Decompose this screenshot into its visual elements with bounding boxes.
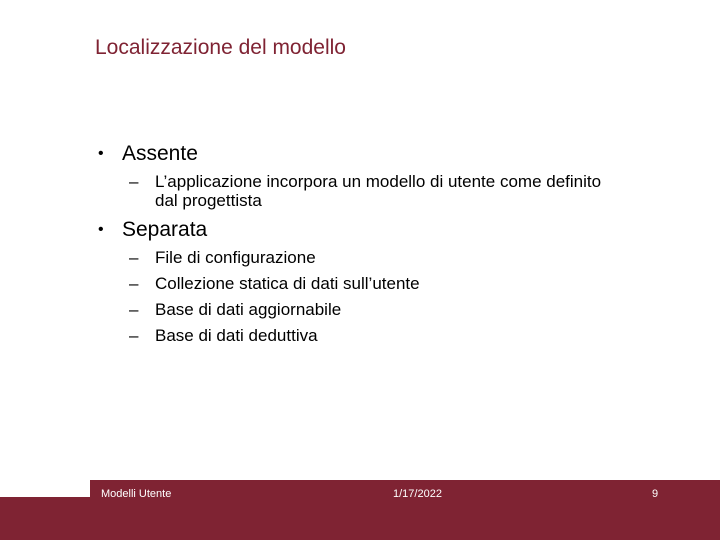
- footer-date: 1/17/2022: [393, 488, 442, 500]
- sub-item-text: Collezione statica di dati sull’utente: [155, 274, 420, 293]
- sub-item-text: Base di dati deduttiva: [155, 326, 318, 345]
- slide-title: Localizzazione del modello: [95, 36, 346, 59]
- footer-band-left: [0, 497, 90, 540]
- sub-list-separata: [95, 248, 655, 346]
- dash-marker: –: [129, 274, 139, 293]
- bullet-separata: [95, 218, 655, 242]
- bullet-marker: •: [98, 221, 104, 238]
- sub-item-text: L’applicazione incorpora un modello di utente come definito dal progettista: [155, 172, 602, 210]
- sub-item: [95, 274, 655, 294]
- bullet-label: Assente: [122, 142, 198, 165]
- slide-footer: [0, 480, 720, 540]
- dash-marker: –: [129, 326, 139, 345]
- page-number: 9: [652, 488, 659, 500]
- sub-item-text: File di configurazione: [155, 248, 316, 267]
- sub-item: [95, 300, 655, 320]
- dash-marker: –: [129, 172, 139, 191]
- slide-content: [95, 142, 655, 352]
- sub-list-assente: [95, 172, 655, 210]
- sub-item-text: Base di dati aggiornabile: [155, 300, 342, 319]
- dash-marker: –: [129, 300, 139, 319]
- sub-item: [95, 248, 655, 268]
- bullet-label: Separata: [122, 218, 208, 241]
- sub-item: [95, 172, 625, 210]
- bullet-assente: [95, 142, 655, 166]
- footer-title: Modelli Utente: [101, 488, 172, 500]
- sub-item: [95, 326, 655, 346]
- dash-marker: –: [129, 248, 139, 267]
- bullet-marker: •: [98, 145, 104, 162]
